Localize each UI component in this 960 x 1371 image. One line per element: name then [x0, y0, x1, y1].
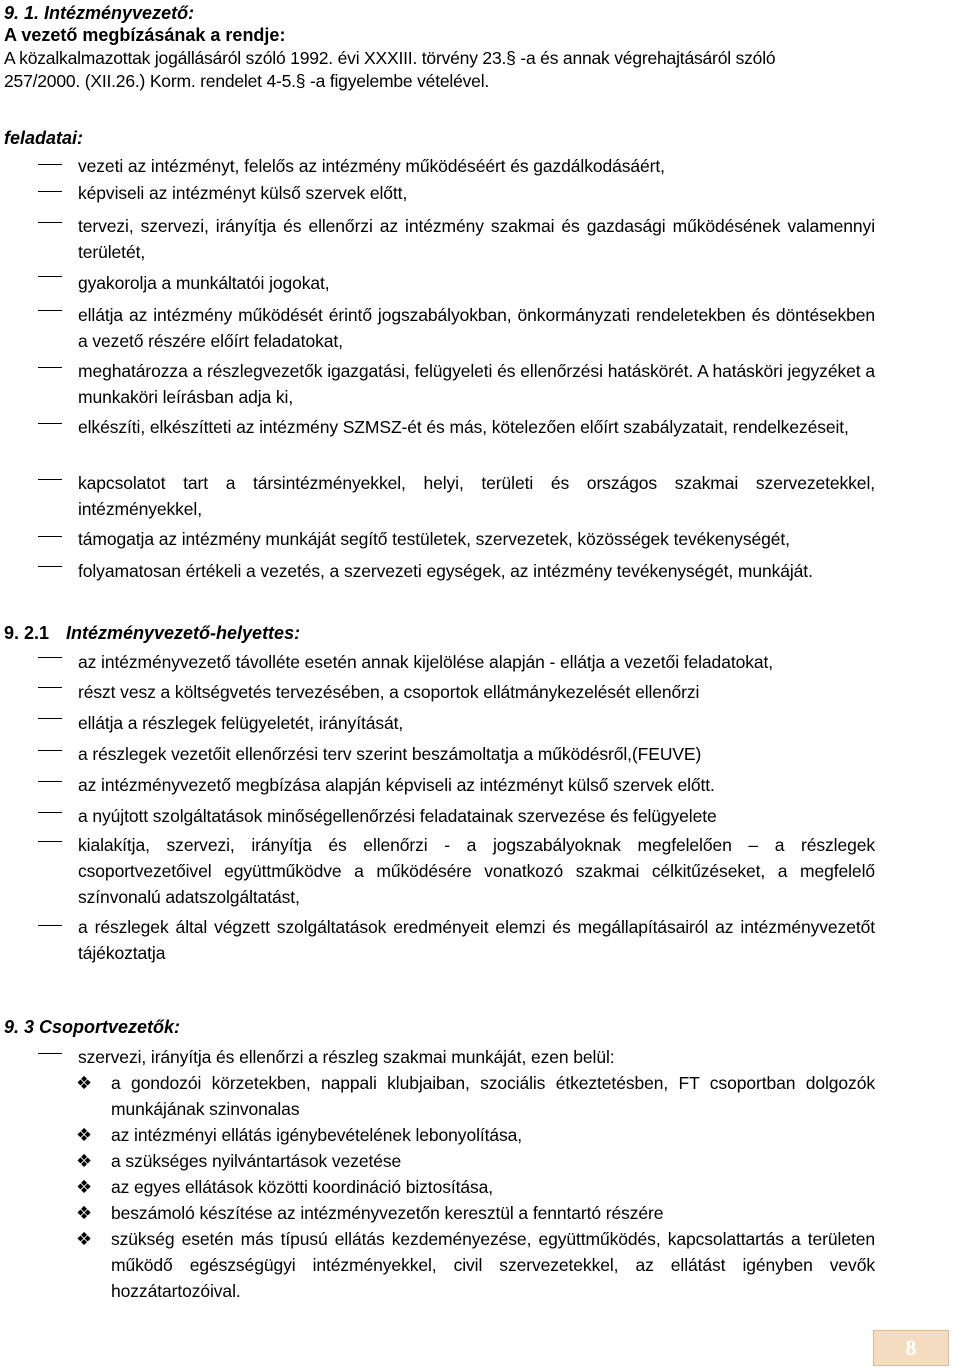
list-item: támogatja az intézmény munkáját segítő testületek, szervezetek, közösségek tevékenységét, — [78, 529, 790, 549]
sub-list-item: a gondozói körzetekben, nappali klubjaiban, szociális étkeztetésben, FT csoportban dolgozók munkájának szinvonalas — [111, 1073, 875, 1119]
dash-icon — [38, 750, 62, 751]
diamond-bullet-icon: ❖ — [76, 1229, 93, 1250]
csoportvezetok-title: 9. 3 Csoportvezetők: — [4, 1017, 181, 1037]
dash-icon — [38, 566, 62, 567]
list-item: ellátja a részlegek felügyeletét, irányítását, — [78, 713, 404, 733]
list-item: képviseli az intézményt külső szervek előtt, — [78, 183, 408, 203]
dash-icon — [38, 1053, 62, 1054]
dash-icon — [38, 191, 62, 192]
list-item: az intézményvezető megbízása alapján képviseli az intézményt külső szervek előtt. — [78, 775, 715, 795]
section-title: 9. 1. Intézményvezető: — [4, 3, 195, 23]
sub-list-item: szükség esetén más típusú ellátás kezdeményezése, együttműködés, kapcsolattartás a területen működő egészségügyi intézményekkel, civil szervezetekkel, az ellátást igényben vevők hozzátartozóival. — [111, 1229, 875, 1301]
dash-icon — [38, 164, 62, 165]
list-item: a nyújtott szolgáltatások minőségellenőrzési feladatainak szervezése és felügyelete — [78, 806, 717, 826]
sub-list-item: beszámoló készítése az intézményvezetőn keresztül a fenntartó részére — [111, 1203, 664, 1223]
dash-icon — [38, 310, 62, 311]
dash-icon — [38, 687, 62, 688]
dash-icon — [38, 718, 62, 719]
dash-icon — [38, 367, 62, 368]
list-item: folyamatosan értékeli a vezetés, a szervezeti egységek, az intézmény tevékenységét, munkáját. — [78, 561, 813, 581]
dash-icon — [38, 423, 62, 424]
helyettes-title: Intézményvezető-helyettes: — [66, 623, 301, 643]
page-number: 8 — [878, 1335, 944, 1361]
list-item: ellátja az intézmény működését érintő jogszabályokban, önkormányzati rendeletekben és döntésekben a vezető részére előírt feladatokat, — [78, 305, 875, 351]
list-item: tervezi, szervezi, irányítja és ellenőrzi az intézmény szakmai és gazdasági működésének valamennyi területét, — [78, 216, 875, 262]
list-item: a részlegek vezetőit ellenőrzési terv szerint beszámoltatja a működésről,(FEUVE) — [78, 744, 702, 764]
diamond-bullet-icon: ❖ — [76, 1203, 93, 1224]
list-item: elkészíti, elkészítteti az intézmény SZMSZ-ét és más, kötelezően előírt szabályzatait, rendelkezéseit, — [78, 417, 849, 437]
dash-icon — [38, 781, 62, 782]
dash-icon — [38, 657, 62, 658]
intro-line-1: A közalkalmazottak jogállásáról szóló 1992. évi XXXIII. törvény 23.§ -a és annak végrehajtásáról szóló — [4, 48, 776, 68]
list-item: meghatározza a részlegvezetők igazgatási, felügyeleti és ellenőrzési hatáskörét. A hatásköri jegyzéket a munkaköri leírásban adja ki, — [78, 361, 875, 407]
sub-list-item: az intézményi ellátás igénybevételének lebonyolítása, — [111, 1125, 523, 1145]
list-item: vezeti az intézményt, felelős az intézmény működéséért és gazdálkodásáért, — [78, 156, 665, 176]
dash-icon — [38, 276, 62, 277]
dash-icon — [38, 841, 62, 842]
list-item: az intézményvezető távolléte esetén annak kijelölése alapján - ellátja a vezetői feladatokat, — [78, 652, 774, 672]
list-item: a részlegek által végzett szolgáltatások eredményeit elemzi és megállapításairól az intézményvezetőt tájékoztatja — [78, 917, 875, 963]
list-item: részt vesz a költségvetés tervezésében, a csoportok ellátmánykezelését ellenőrzi — [78, 682, 700, 702]
diamond-bullet-icon: ❖ — [76, 1177, 93, 1198]
dash-icon — [38, 812, 62, 813]
intro-line-2: 257/2000. (XII.26.) Korm. rendelet 4-5.§ -a figyelembe vételével. — [4, 71, 490, 91]
sub-list-item: az egyes ellátások közötti koordináció biztosítása, — [111, 1177, 494, 1197]
dash-icon — [38, 536, 62, 537]
sub-list-item: a szükséges nyilvántartások vezetése — [111, 1151, 402, 1171]
feladatai-label: feladatai: — [4, 128, 84, 148]
list-item: gyakorolja a munkáltatói jogokat, — [78, 273, 330, 293]
diamond-bullet-icon: ❖ — [76, 1151, 93, 1172]
diamond-bullet-icon: ❖ — [76, 1073, 93, 1094]
helyettes-number: 9. 2.1 — [4, 623, 50, 643]
sub-title: A vezető megbízásának a rendje: — [4, 25, 286, 45]
list-item: kialakítja, szervezi, irányítja és ellenőrzi - a jogszabályoknak megfelelően – a részlegek csoportvezetőivel együttműködve a működésére vonatkozó szakmai célkitűzéseket, a megfelelő színvonalú adatszolgáltatást, — [78, 835, 875, 907]
list-item: szervezi, irányítja és ellenőrzi a részleg szakmai munkáját, ezen belül: — [78, 1047, 615, 1067]
diamond-bullet-icon: ❖ — [76, 1125, 93, 1146]
dash-icon — [38, 479, 62, 480]
list-item: kapcsolatot tart a társintézményekkel, helyi, területi és országos szakmai szervezetekkel, intézményekkel, — [78, 473, 875, 519]
dash-icon — [38, 925, 62, 926]
dash-icon — [38, 222, 62, 223]
